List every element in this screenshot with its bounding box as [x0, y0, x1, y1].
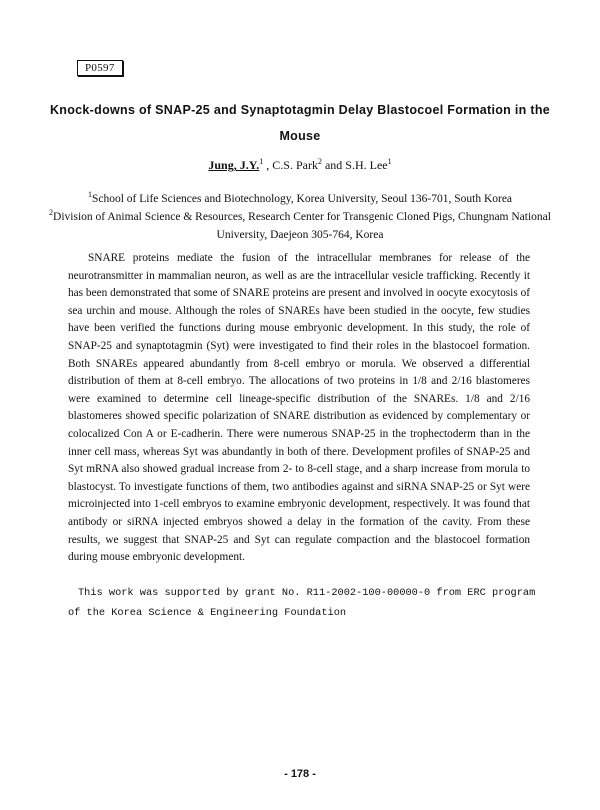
affiliation-sup: 2 — [49, 208, 54, 218]
abstract-body: SNARE proteins mediate the fusion of the intracellular membranes for release of the neurotransmitter in mammalian neuron, as well as are the intracellular vesicle trafficking. Recently it has been demonstrated that some of SNARE proteins are present and involved in oocyte exocytosis of sea urchin and mouse. Although the roles of SNAREs have been studied in the oocyte, few studies have been verified the functions during mouse embryonic development. In this study, the role of SNAP-25 and synaptotagmin (Syt) were investigated to find their roles in the blastocoel formation. Both SNAREs appeared abundantly from 8-cell embryo or morula. We observed a differential distribution of them at 8-cell embryo. The allocations of two proteins in 1/8 and 2/16 blastomeres were examined to determine cell lineage-specific distribution of the SNAREs. 1/8 and 2/16 blastomeres showed specific polarization of SNARE distribution as evidenced by complementary or colocalized Con A or E-cadherin. There were numerous SNAP-25 in the trophectoderm than in the inner cell mass, whereas Syt was abundantly in both of there. Development profiles of SNAP-25 and Syt mRNA also showed gradual increase from 2- to 8-cell stage, and a sharp increase from morula to blastocyst. To investigate functions of them, two antibodies against and siRNA SNAP-25 or Syt were microinjected into 1-cell embryos to examine embryonic development, respectively. It was found that antibody or siRNA injected embryos showed a delay in the formation of the cavity. From these results, we suggest that SNAP-25 and Syt can regulate compaction and the blastocoel formation during mouse embryonic development. — [68, 252, 530, 564]
author-separator: , — [263, 158, 273, 172]
affiliation-text: School of Life Sciences and Biotechnology, Korea University, Seoul 136-701, South Korea — [91, 193, 513, 205]
paper-title: Knock-downs of SNAP-25 and Synaptotagmin Delay Blastocoel Formation in the Mouse — [49, 103, 551, 143]
affiliation-line — [40, 190, 560, 208]
author-name: C.S. Park — [272, 158, 318, 172]
page-number: - 178 - — [284, 768, 316, 780]
author-affil-sup: 1 — [259, 157, 264, 166]
affiliation-text: Division of Animal Science & Resources, Research Center for Transgenic Cloned Pigs, Chungnam National University, Daejeon 305-764, Korea — [53, 211, 551, 241]
presenting-author: Jung, J.Y. — [208, 158, 260, 172]
acknowledgement: This work was supported by grant No. R11-2002-100-00000-0 from ERC program of the Korea Science & Engineering Foundation — [68, 587, 536, 619]
abstract-code-box: P0597 — [77, 60, 123, 76]
author-name: S.H. Lee — [345, 158, 388, 172]
author-conjunction: and — [321, 158, 346, 172]
affiliations — [40, 190, 560, 244]
affiliation-sup: 1 — [87, 190, 92, 200]
affiliation-line — [40, 208, 560, 244]
author-affil-sup: 1 — [387, 157, 392, 166]
author-affil-sup: 2 — [317, 157, 322, 166]
author-line — [40, 158, 560, 173]
